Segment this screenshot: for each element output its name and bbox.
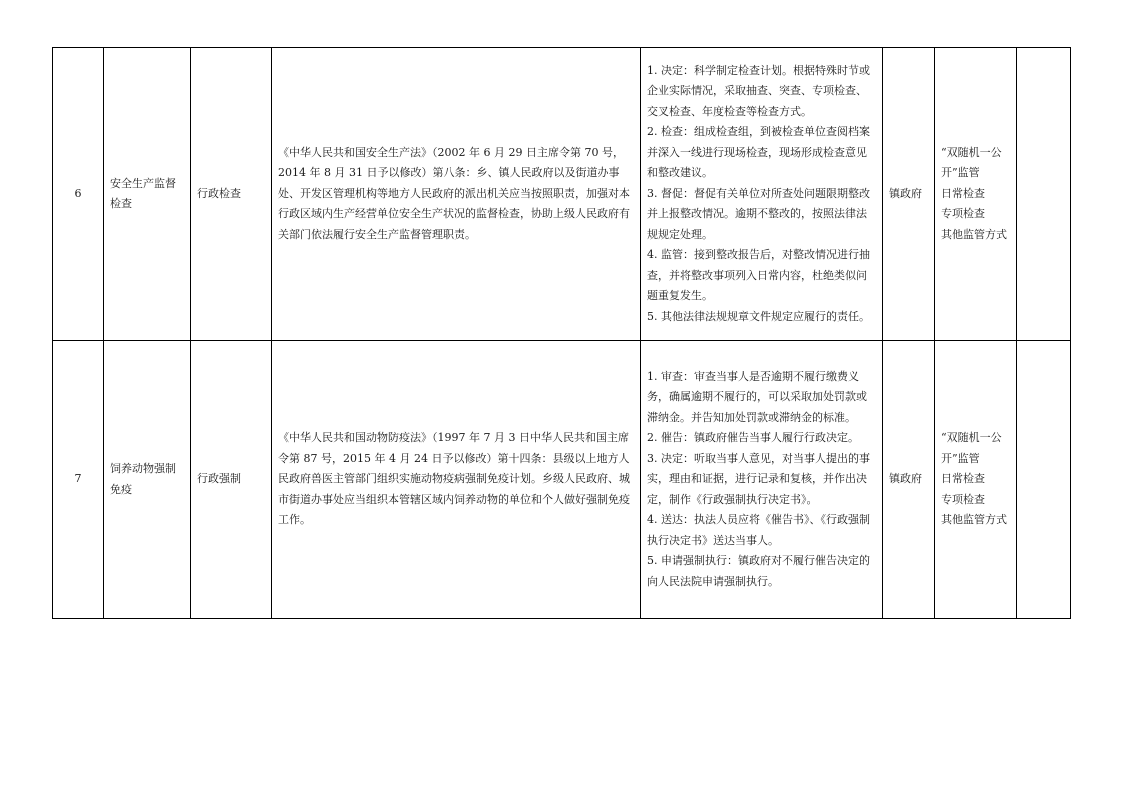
responsibility-item: 2. 检查：组成检查组，到被检查单位查阅档案并深入一线进行现场检查，现场形成检查意见和整改建议。 (647, 125, 870, 180)
remarks-cell (1017, 341, 1071, 619)
responsibility-list (641, 341, 883, 619)
supervision-methods (935, 48, 1017, 341)
responsibility-item: 2. 催告：镇政府催告当事人履行行政决定。 (647, 431, 859, 445)
legal-basis: 《中华人民共和国动物防疫法》（1997 年 7 月 3 日中华人民共和国主席令第 87 号，2015 年 4 月 24 日予以修改）第十四条：县级以上地方人民政府兽医主管部门组织实施动物疫病强制免疫计划。乡级人民政府、城市街道办事处应当组织本管辖区域内饲养动物的单位和个人做好强制免疫工作。 (272, 341, 641, 619)
method-item: 专项检查 (941, 207, 985, 221)
responsibility-item: 4. 送达：执法人员应将《催告书》、《行政强制执行决定书》送达当事人。 (647, 513, 870, 547)
legal-basis: 《中华人民共和国安全生产法》（2002 年 6 月 29 日主席令第 70 号，2014 年 8 月 31 日予以修改）第八条：乡、镇人民政府以及街道办事处、开发区管理机构等地方人民政府的派出机关应当按照职责，加强对本行政区域内生产经营单位安全生产状况的监督检查，协助上级人民政府有关部门依法履行安全生产监督管理职责。 (272, 48, 641, 341)
supervision-methods (935, 341, 1017, 619)
method-item: 日常检查 (941, 472, 985, 486)
method-item: “双随机一公开”监管 (941, 145, 1002, 180)
method-item: 其他监管方式 (941, 227, 1007, 241)
responsibility-item: 3. 决定：听取当事人意见，对当事人提出的事实，理由和证据，进行记录和复核，并作出决定，制作《行政强制执行决定书》。 (647, 451, 870, 506)
method-item: “双随机一公开”监管 (941, 431, 1002, 465)
item-category: 行政检查 (191, 48, 272, 341)
table-row (53, 48, 1071, 341)
item-name: 饲养动物强制免疫 (104, 341, 191, 619)
row-index: 7 (53, 341, 104, 619)
responsibility-item: 3. 督促：督促有关单位对所查处问题限期整改并上报整改情况。逾期不整改的，按照法律法规规定处理。 (647, 186, 870, 241)
method-item: 日常检查 (941, 186, 985, 200)
responsibility-item: 1. 决定：科学制定检查计划。根据特殊时节或企业实际情况，采取抽查、突查、专项检查、交叉检查、年度检查等检查方式。 (647, 63, 870, 118)
responsibility-item: 5. 其他法律法规规章文件规定应履行的责任。 (647, 309, 870, 323)
row-index: 6 (53, 48, 104, 341)
item-category: 行政强制 (191, 341, 272, 619)
power-list-table (52, 47, 1071, 619)
method-item: 专项检查 (941, 492, 985, 506)
responsible-subject: 镇政府 (883, 341, 935, 619)
responsibility-item: 1. 审查：审查当事人是否逾期不履行缴费义务，确属逾期不履行的，可以采取加处罚款或滞纳金。并告知加处罚款或滞纳金的标准。 (647, 369, 867, 424)
responsibility-item: 4. 监管：接到整改报告后，对整改情况进行抽查，并将整改事项列入日常内容，杜绝类似问题重复发生。 (647, 248, 870, 303)
responsibility-item: 5. 申请强制执行：镇政府对不履行催告决定的向人民法院申请强制执行。 (647, 554, 870, 588)
table-row (53, 341, 1071, 619)
item-name: 安全生产监督检查 (104, 48, 191, 341)
responsibility-list (641, 48, 883, 341)
method-item: 其他监管方式 (941, 513, 1007, 527)
responsible-subject: 镇政府 (883, 48, 935, 341)
remarks-cell (1017, 48, 1071, 341)
